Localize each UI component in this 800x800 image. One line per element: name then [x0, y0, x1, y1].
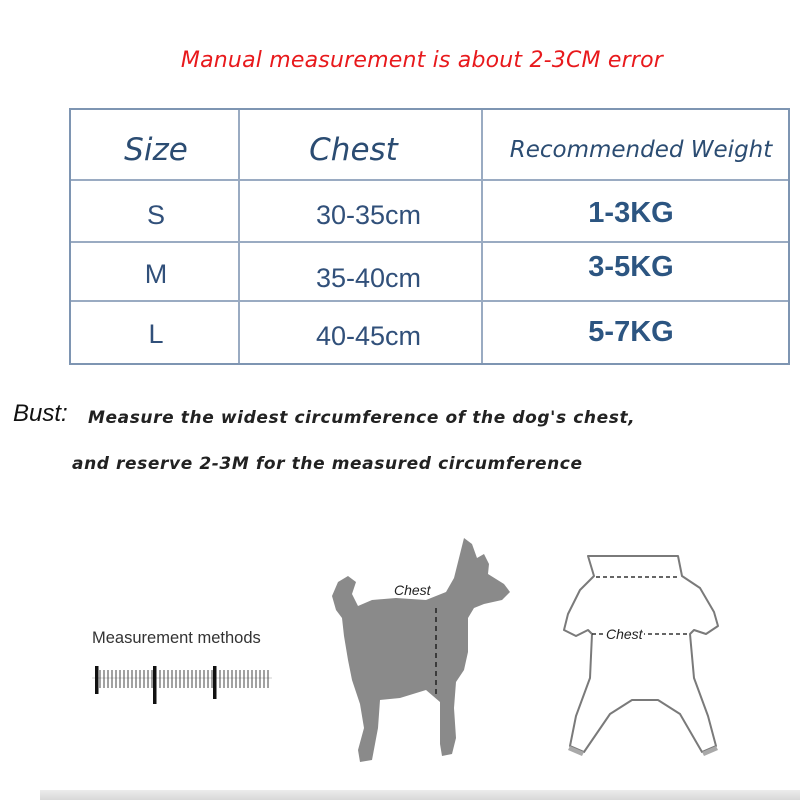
error-notice: Manual measurement is about 2-3CM error [180, 48, 664, 73]
bottom-edge [40, 790, 800, 800]
row-m-size: M [144, 258, 168, 289]
bust-instruction-line-1: Measure the widest circumference of the dog's chest, [88, 408, 636, 428]
row-m-weight: 3-5KG [588, 250, 674, 283]
row-l-size: L [148, 318, 164, 349]
bust-instruction-line-2: and reserve 2-3M for the measured circumference [72, 454, 583, 474]
dog-silhouette-icon [322, 532, 532, 772]
row-s-weight: 1-3KG [588, 196, 674, 229]
dog-chest-label: Chest [394, 582, 431, 598]
row-l-weight: 5-7KG [588, 315, 674, 348]
header-size: Size [124, 132, 188, 168]
size-table [69, 108, 790, 365]
garment-chest-label: Chest [606, 626, 643, 642]
dog-jumpsuit-icon [540, 550, 740, 780]
measurement-methods-label: Measurement methods [92, 629, 261, 647]
header-recommended-weight: Recommended Weight [509, 137, 773, 163]
row-l-chest: 40-45cm [315, 320, 422, 351]
row-s-size: S [146, 199, 165, 230]
row-s-chest: 30-35cm [315, 199, 422, 230]
ruler-icon [92, 660, 282, 706]
bust-label: Bust: [13, 400, 68, 427]
header-chest: Chest [309, 132, 398, 168]
row-m-chest: 35-40cm [315, 262, 422, 293]
